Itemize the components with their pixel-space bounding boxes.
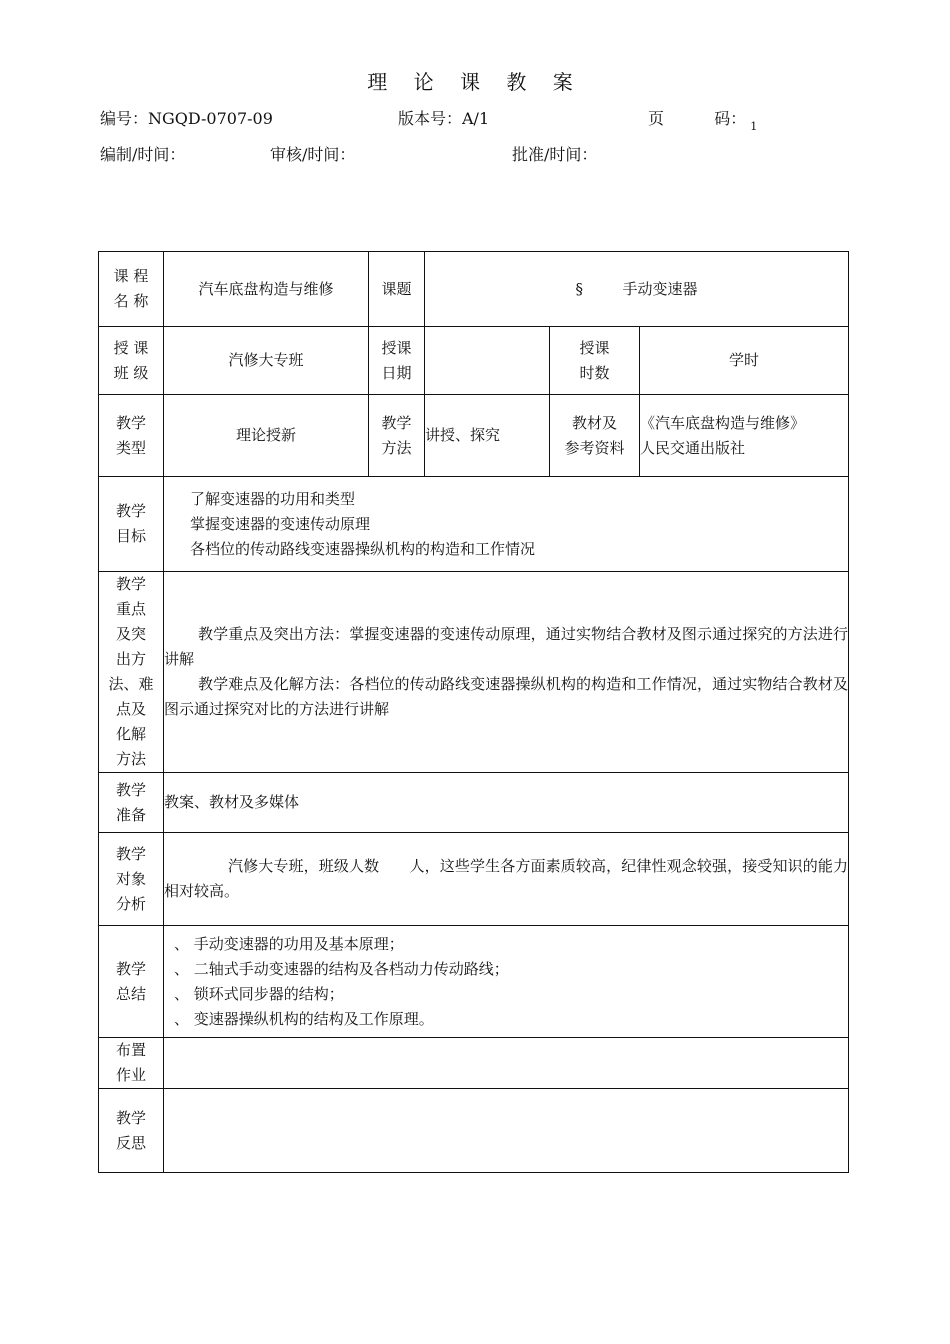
- objective-item: 了解变速器的功用和类型: [190, 489, 356, 508]
- version-number: 版本号：A/1: [398, 109, 490, 128]
- keypoints-content: [164, 572, 849, 773]
- row-homework: [99, 1038, 849, 1089]
- keypoints-focus: 教学重点及突出方法：掌握变速器的变速传动原理，通过实物结合教材及图示通过探究的方法进行讲解: [164, 625, 849, 668]
- keypoints-label: 教学 重点 及突 出方 法、难 点及 化解 方法: [99, 572, 164, 773]
- preparation-value: 教案、教材及多媒体: [164, 773, 849, 833]
- homework-value: [164, 1038, 849, 1089]
- row-type: [99, 395, 849, 477]
- lesson-plan-table: [98, 251, 849, 1173]
- teaching-type-label: 教学 类型: [99, 395, 164, 477]
- page-label-1: 页: [648, 109, 665, 128]
- class-value: 汽修大专班: [164, 327, 369, 395]
- audience-label: 教学 对象 分析: [99, 833, 164, 926]
- doc-number: 编号：NGQD-0707-09: [100, 109, 273, 128]
- objectives-label: 教学 目标: [99, 477, 164, 572]
- reference-label: 教材及 参考资料: [550, 395, 640, 477]
- summary-item: 、 手动变速器的功用及基本原理；: [174, 934, 404, 953]
- audience-analysis: 汽修大专班，班级人数 人，这些学生各方面素质较高，纪律性观念较强，接受知识的能力相对较高。: [164, 833, 849, 926]
- page-label: [648, 106, 758, 133]
- reviewed-by: 审核/时间：: [270, 145, 356, 164]
- summary-item: 、 变速器操纵机构的结构及工作原理。: [174, 1009, 434, 1028]
- approved-by: 批准/时间：: [512, 145, 598, 164]
- topic-label: 课题: [369, 252, 425, 327]
- course-name-label: 课 程 名 称: [99, 252, 164, 327]
- summary-label: 教学 总结: [99, 926, 164, 1038]
- reference-value: 《汽车底盘构造与维修》 人民交通出版社: [640, 395, 849, 477]
- homework-label: 布置 作业: [99, 1038, 164, 1089]
- keypoints-difficulty: 教学难点及化解方法：各档位的传动路线变速器操纵机构的构造和工作情况，通过实物结合教材及图示通过探究对比的方法进行讲解: [164, 675, 849, 718]
- row-class: [99, 327, 849, 395]
- row-keypoints: [99, 572, 849, 773]
- summary-item: 、 二轴式手动变速器的结构及各档动力传动路线；: [174, 959, 509, 978]
- row-objectives: [99, 477, 849, 572]
- topic-text: 手动变速器: [622, 279, 698, 298]
- objective-item: 各档位的传动路线变速器操纵机构的构造和工作情况: [190, 539, 536, 558]
- page-label-2: 码：: [714, 109, 747, 128]
- row-preparation: [99, 773, 849, 833]
- summary-list: [164, 926, 849, 1038]
- summary-item: 、 锁环式同步器的结构；: [174, 984, 344, 1003]
- date-label: 授课 日期: [369, 327, 425, 395]
- reflection-label: 教学 反思: [99, 1089, 164, 1173]
- objective-item: 掌握变速器的变速传动原理: [190, 514, 371, 533]
- row-course: [99, 252, 849, 327]
- reflection-value: [164, 1089, 849, 1173]
- hours-label: 授课 时数: [550, 327, 640, 395]
- section-symbol: §: [575, 279, 583, 298]
- topic-value: [425, 252, 849, 327]
- prepared-by: 编制/时间：: [100, 145, 186, 164]
- teaching-method-value: 讲授、探究: [425, 395, 550, 477]
- row-audience: [99, 833, 849, 926]
- date-value: [425, 327, 550, 395]
- objectives-list: [164, 477, 849, 572]
- hours-value: 学时: [640, 327, 849, 395]
- teaching-method-label: 教学 方法: [369, 395, 425, 477]
- row-summary: [99, 926, 849, 1038]
- preparation-label: 教学 准备: [99, 773, 164, 833]
- teaching-type-value: 理论授新: [164, 395, 369, 477]
- row-reflection: [99, 1089, 849, 1173]
- class-label: 授 课 班 级: [99, 327, 164, 395]
- course-name-value: 汽车底盘构造与维修: [164, 252, 369, 327]
- document-title: 理 论 课 教 案: [367, 70, 583, 94]
- page-number: 1: [750, 120, 758, 133]
